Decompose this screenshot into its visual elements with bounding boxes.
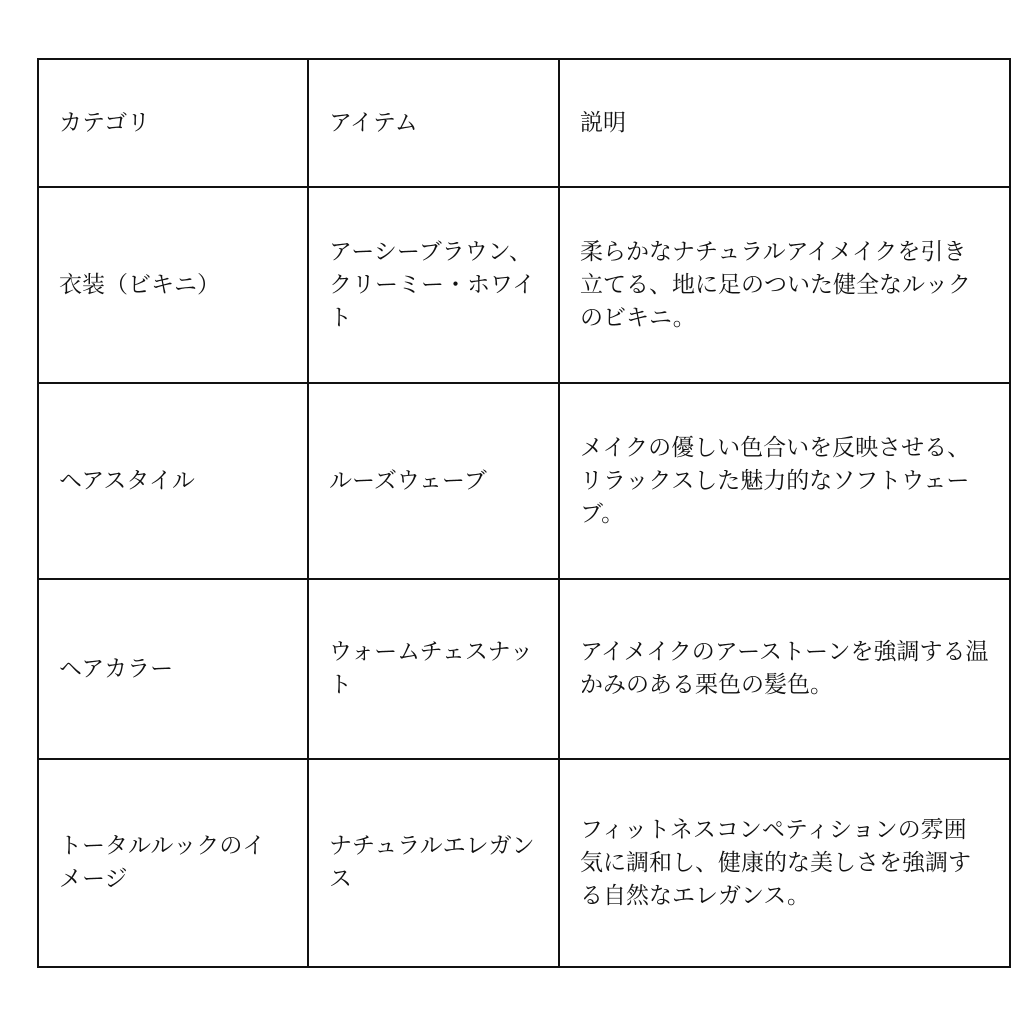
table-row bbox=[38, 759, 1010, 967]
header-item: アイテム bbox=[308, 59, 559, 187]
header-description: 説明 bbox=[559, 59, 1010, 187]
cell-description: アイメイクのアーストーンを強調する温かみのある栗色の髪色。 bbox=[559, 579, 1010, 759]
styling-table bbox=[37, 58, 1011, 968]
cell-item: ナチュラルエレガンス bbox=[308, 759, 559, 967]
cell-category: ヘアカラー bbox=[38, 579, 308, 759]
header-category: カテゴリ bbox=[38, 59, 308, 187]
cell-item: ルーズウェーブ bbox=[308, 383, 559, 579]
table-row bbox=[38, 579, 1010, 759]
table-row bbox=[38, 187, 1010, 383]
cell-item: ウォームチェスナット bbox=[308, 579, 559, 759]
table-row bbox=[38, 383, 1010, 579]
cell-category: ヘアスタイル bbox=[38, 383, 308, 579]
cell-item: アーシーブラウン、クリーミー・ホワイト bbox=[308, 187, 559, 383]
cell-category: 衣装（ビキニ） bbox=[38, 187, 308, 383]
cell-description: メイクの優しい色合いを反映させる、リラックスした魅力的なソフトウェーブ。 bbox=[559, 383, 1010, 579]
cell-description: 柔らかなナチュラルアイメイクを引き立てる、地に足のついた健全なルックのビキニ。 bbox=[559, 187, 1010, 383]
cell-description: フィットネスコンペティションの雰囲気に調和し、健康的な美しさを強調する自然なエレガンス。 bbox=[559, 759, 1010, 967]
cell-category: トータルルックのイメージ bbox=[38, 759, 308, 967]
table-header-row bbox=[38, 59, 1010, 187]
